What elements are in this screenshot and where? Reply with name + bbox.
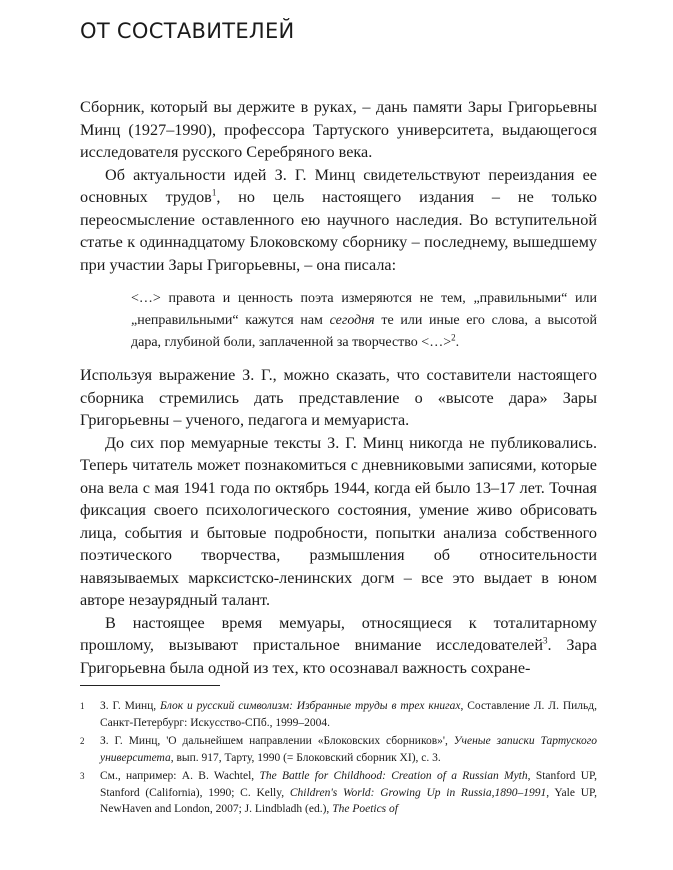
footnote-1-title: Блок и русский символизм: Избранные труды в трех книгах [160,700,461,712]
footnotes [80,698,597,820]
footnote-2-part-b: , вып. 917, Тарту, 1990 (= Блоковский сборник XI), с. 3. [170,751,441,764]
quote-text-b: те или иные его слова, а высотой дара, глубиной боли, заплаченной за творчество <…> [131,313,597,350]
paragraph-1: Сборник, который вы держите в руках, – дань памяти Зары Григорьевны Минц (1927–1990), профессора Тартуского университета, выдающегося исследователя русского Серебряного века. [80,98,597,161]
page-heading: ОТ СОСТАВИТЕЛЕЙ [80,19,295,43]
footnote-separator [80,685,220,686]
footnote-number: 3 [80,771,85,781]
paragraph-5 [80,612,597,680]
footnote-3-title-1: The Battle for Childhood: Creation of a Russian Myth [259,770,528,782]
footnote-ref-1[interactable]: 1 [211,187,217,198]
footnote-3-part-b: , Stanford UP, Stanford (California), 1990; C. Kelly, [100,770,598,799]
footnote-3-part-c: , Yale UP, NewHaven and London, 2007; J. Lindbladh (ed.), [100,786,597,815]
quote-text-a: <…> правота и ценность поэта измеряются не тем, „правильными“ или „неправильными“ кажутся нам [131,291,597,328]
footnote-1-part-a: З. Г. Минц, [100,700,161,712]
footnote-2 [80,733,597,766]
block-quote [131,288,597,354]
footnote-3-title-2: Children's World: Growing Up in Russia,1890–1991 [289,786,547,799]
footnote-1-part-b: , Составление Л. Л. Пильд, Санкт-Петербург: Искусство-СПб., 1999–2004. [100,700,597,729]
quote-emphasis: сегодня [329,313,375,328]
footnote-1 [80,698,597,731]
footnote-3-title-3: The Poetics of [332,803,398,815]
footnote-ref-2[interactable]: 2 [451,332,456,343]
footnote-2-title: Ученые записки Тартуского университета [100,735,597,764]
footnote-number: 2 [80,736,85,746]
paragraph-2 [80,164,597,277]
paragraph-5-text-b: . Зара Григорьевна была одной из тех, кто осознавал важность сохране- [80,636,597,677]
footnote-3-part-a: См., например: A. B. Wachtel, [100,770,260,782]
main-text [80,96,597,679]
footnote-3 [80,768,597,818]
quote-end: . [455,335,460,350]
paragraph-3: Используя выражение З. Г., можно сказать, что составители настоящего сборника стремились дать представление о «высоте дара» Зары Григорьевны – ученого, педагога и мемуариста. [80,366,597,429]
footnote-text [100,698,597,731]
footnote-text [100,733,597,766]
footnote-number: 1 [80,701,85,711]
paragraph-5-text-a: В настоящее время мемуары, относящиеся к тоталитарному прошлому, вызывают пристальное внимание исследователей [80,613,597,654]
footnote-ref-3[interactable]: 3 [543,635,548,646]
paragraph-2-text-a: Об актуальности идей З. Г. Минц свидетельствуют переиздания ее основных трудов [80,165,597,206]
paragraph-4: До сих пор мемуарные тексты З. Г. Минц никогда не публиковались. Теперь читатель может познакомиться с дневниковыми записями, которые она вела с мая 1941 года по октябрь 1944, когда ей было 13–17 лет. Точная фиксация своего психологического состояния, умение живо обрисовать лица, события и бытовые подробности, попытки анализа собственного поэтического творчества, размышления об относительности навязываемых марксистско-ленинских догм – все это выдает в юном авторе незаурядный талант. [80,433,597,609]
footnote-2-part-a: З. Г. Минц, 'О дальнейшем направлении «Блоковских сборников»', [100,735,454,747]
footnote-text [100,768,597,818]
paragraph-2-text-b: , но цель настоящего издания – не только переосмысление оставленного ею научного наследия. Во вступительной статье к одиннадцатому Блоковскому сборнику – последнему, вышедшему при участии Зары Григорьевны, – она писала: [80,188,597,274]
